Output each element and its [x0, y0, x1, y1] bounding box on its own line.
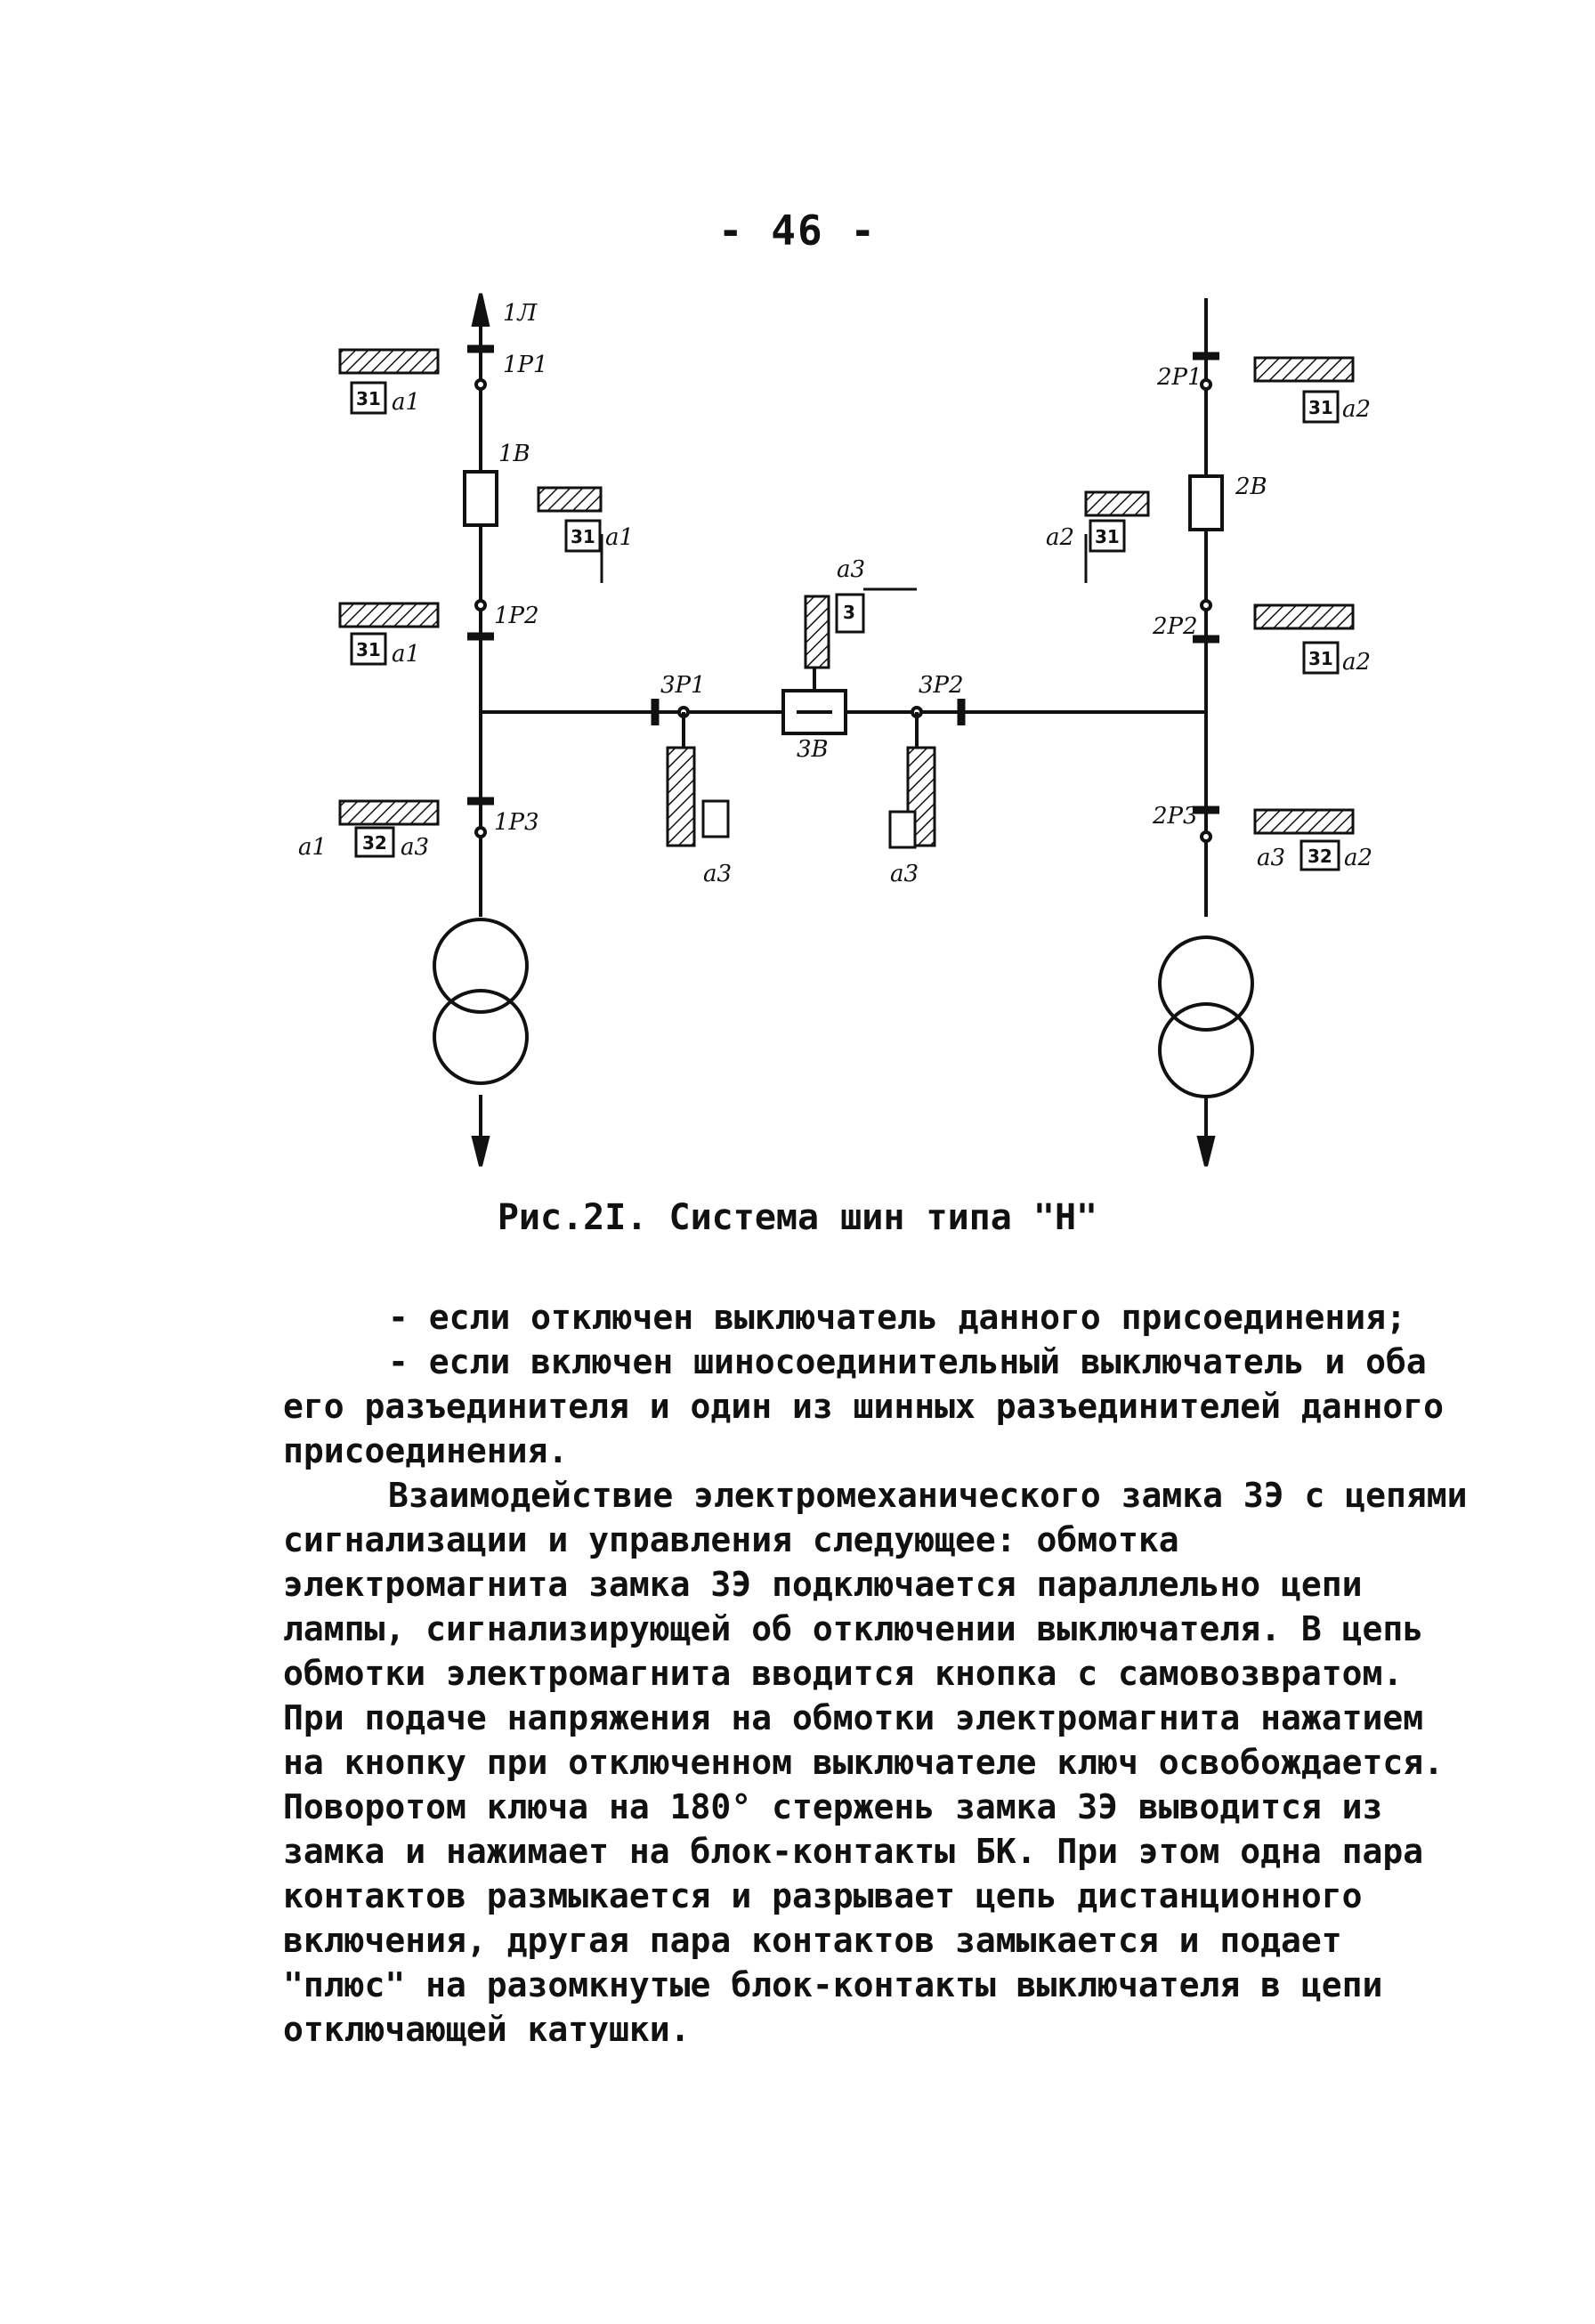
lock-block-2P1	[1255, 358, 1353, 381]
transformer-left-upper	[434, 919, 527, 1012]
label-3P1: 3Р1	[660, 672, 706, 699]
label-3B: 3В	[797, 736, 829, 763]
page-number: - 46 -	[717, 206, 878, 255]
key-a2-2P3: а2	[1344, 845, 1373, 871]
left-bottom-arrow	[474, 1138, 488, 1166]
lock-label-31-2B: 31	[1095, 526, 1120, 547]
lock-block-1P3	[340, 801, 438, 824]
lock-block-3P1	[668, 748, 694, 846]
lock-block-1B	[538, 488, 601, 511]
key-a2-2P1: а2	[1342, 396, 1372, 423]
lock-block-1P2	[340, 603, 438, 627]
transformer-right-lower	[1160, 1004, 1252, 1097]
key-a1-1P2: а1	[392, 641, 421, 668]
label-1B: 1В	[498, 441, 530, 467]
left-top-arrow	[474, 294, 488, 325]
transformer-left-lower	[434, 991, 527, 1083]
lock-block-2P2	[1255, 605, 1353, 628]
key-a3-1P3: а3	[401, 834, 430, 861]
key-a2-2P2: а2	[1342, 649, 1372, 676]
key-a3-2P3: а3	[1257, 845, 1286, 871]
breaker-1B	[465, 472, 497, 525]
key-a2-2B: а2	[1046, 524, 1075, 551]
key-a3-3P2: а3	[890, 861, 919, 887]
lock-label-31-1P2: 31	[356, 639, 381, 660]
paragraph-1: - если отключен выключатель данного присоединения;	[388, 1298, 1406, 1337]
label-2P3: 2Р3	[1153, 803, 1198, 830]
bus-system-diagram	[0, 267, 1595, 1193]
lock-block-2P3	[1255, 810, 1353, 833]
label-2P1: 2Р1	[1157, 364, 1202, 391]
label-1P2: 1Р2	[494, 603, 539, 629]
paragraph-3: Взаимодействие электромеханического замка ЗЭ с цепями сигнализации и управления следующее: обмотка электромагнита замка ЗЭ подключается параллельно цепи лампы, сигнализирующей об отключении выключателя. В цепь обмотки электромагнита вводится кнопка с самовозвратом. При подаче напряжения на обмотки электромагнита нажатием на кнопку при отключенном выключателе ключ освобождается. Поворотом ключа на 180° стержень замка ЗЭ выводится из замка и нажимает на блок-контакты БК. При этом одна пара контактов размыкается и разрывает цепь дистанционного включения, другая пара контактов замыкается и подает "плюс" на разомкнутые блок-контакты выключателя в цепи отключающей катушки.	[283, 1476, 1468, 2049]
label-2B: 2В	[1235, 474, 1267, 500]
label-line-1L: 1Л	[503, 300, 538, 327]
lock-label-32-1P3: 32	[362, 832, 387, 854]
key-a3-3B: а3	[837, 556, 866, 583]
breaker-2B	[1190, 476, 1222, 530]
lock-label-32-2P3: 32	[1308, 846, 1332, 867]
key-a1-1P3: а1	[298, 834, 328, 861]
lock-label-31-1B: 31	[571, 526, 595, 547]
lock-label-31-1P1: 31	[356, 388, 381, 409]
key-a1-1P1: а1	[392, 389, 421, 416]
lock-label-31-2P2: 31	[1308, 648, 1333, 669]
label-2P2: 2Р2	[1153, 613, 1198, 640]
right-bottom-arrow	[1199, 1138, 1213, 1166]
lock-label-31-2P1: 31	[1308, 397, 1333, 418]
paragraph-2: - если включен шиносоединительный выключатель и оба его разъединителя и один из шинных разъединителей данного присоединения.	[283, 1342, 1445, 1470]
lock-block-1P1	[340, 350, 438, 373]
label-1P1: 1Р1	[503, 352, 548, 378]
lock-block-3B	[806, 596, 829, 668]
label-3P2: 3Р2	[919, 672, 964, 699]
key-a1-1B: а1	[605, 524, 635, 551]
label-1P3: 1Р3	[494, 809, 539, 836]
lock-block-2B	[1086, 492, 1148, 515]
figure-caption: Рис.2I. Система шин типа "Н"	[497, 1197, 1098, 1238]
body-text	[283, 1295, 1476, 2052]
key-a3-3P1: а3	[703, 861, 733, 887]
lock-label-3-3B: 3	[843, 602, 855, 623]
